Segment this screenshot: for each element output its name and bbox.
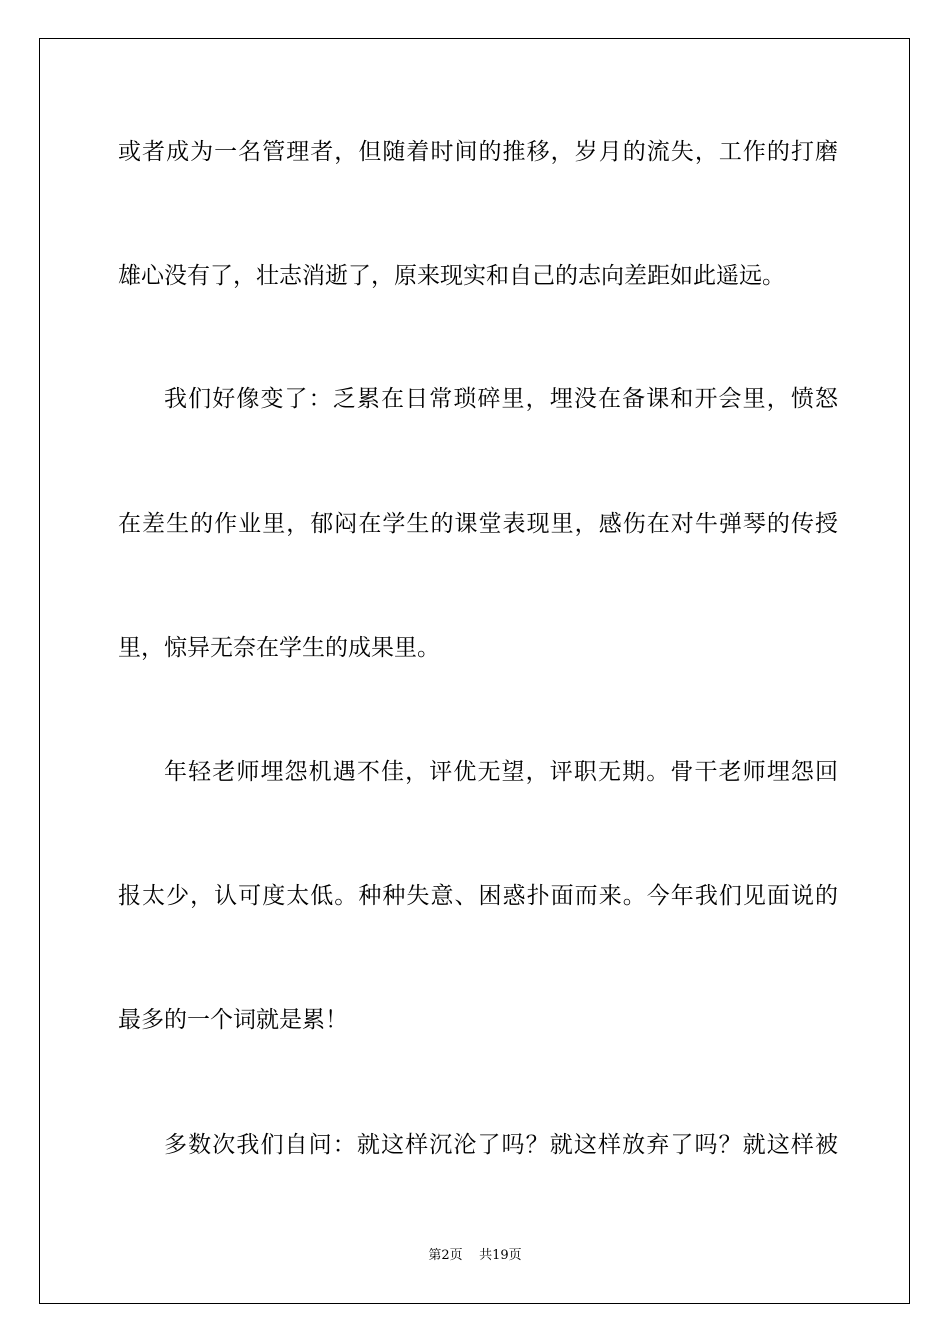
text-line-1: 或者成为一名管理者，但随着时间的推移，岁月的流失，工作的打磨 — [118, 139, 838, 165]
page-number-footer: 第2页 共19页 — [428, 1248, 522, 1263]
text-line-9: 多数次我们自问：就这样沉沦了吗？就这样放弃了吗？就这样被 — [164, 1132, 838, 1158]
text-line-5: 里，惊异无奈在学生的成果里。 — [118, 635, 440, 661]
page-border — [39, 38, 910, 1304]
text-line-7: 报太少，认可度太低。种种失意、困惑扑面而来。今年我们见面说的 — [118, 883, 838, 909]
text-line-2: 雄心没有了，壮志消逝了，原来现实和自己的志向差距如此遥远。 — [118, 263, 785, 289]
text-line-4: 在差生的作业里，郁闷在学生的课堂表现里，感伤在对牛弹琴的传授 — [118, 511, 838, 537]
text-line-6: 年轻老师埋怨机遇不佳，评优无望，评职无期。骨干老师埋怨回 — [164, 759, 838, 785]
text-line-8: 最多的一个词就是累！ — [118, 1007, 348, 1033]
text-line-3: 我们好像变了：乏累在日常琐碎里，埋没在备课和开会里，愤怒 — [164, 386, 838, 412]
